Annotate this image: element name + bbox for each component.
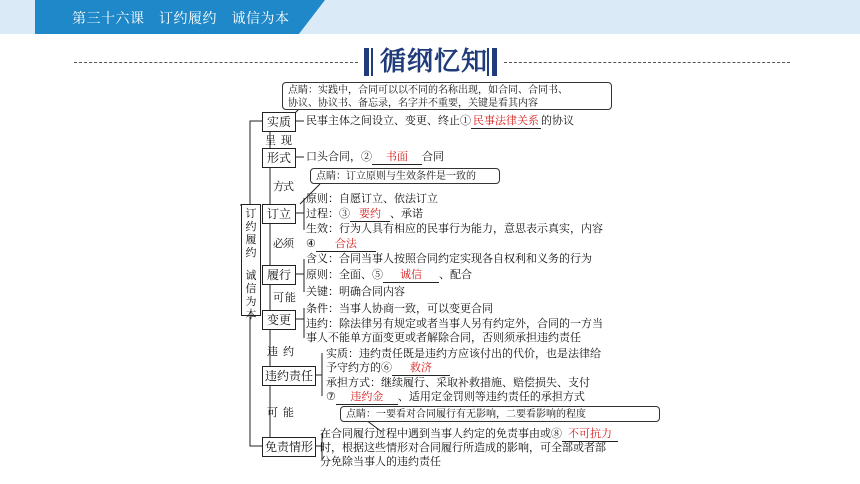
tip-note-impact: 点睛：一要看对合同履行有无影响，二要看影响的程度 bbox=[340, 406, 660, 422]
root-topic-bottom: 诚信为本 bbox=[245, 269, 257, 321]
answer-5: 诚信 bbox=[383, 268, 439, 283]
performance-key: 关键：明确合同内容 bbox=[306, 285, 405, 298]
connector-label: 方 bbox=[273, 180, 284, 193]
node-liability: 违约责任 bbox=[262, 366, 316, 386]
node-modification: 变更 bbox=[262, 310, 296, 330]
method-suffix: 、适用定金罚则等违约责任的承担方式 bbox=[397, 390, 585, 403]
answer-1: 民事法律关系 bbox=[473, 114, 539, 127]
essence-suffix: 的协议 bbox=[541, 114, 574, 127]
essence-prefix: 民事主体之间设立、变更、终止① bbox=[306, 114, 471, 127]
modification-breach-line2: 事人不能单方面变更或者解除合同，否则须承担违约责任 bbox=[306, 331, 581, 344]
exemption-prefix: 在合同履行过程中遇到当事人约定的免责事由或⑧ bbox=[320, 427, 562, 440]
modification-breach-line1: 违约：除法律另有规定或者当事人另有约定外，合同的一方当 bbox=[306, 317, 603, 330]
process-prefix: 过程：③ bbox=[306, 207, 350, 220]
connector-label: 可 bbox=[267, 406, 278, 419]
liability-essence-line2 bbox=[326, 361, 450, 376]
connector-label: 式 bbox=[283, 180, 294, 193]
conclusion-principle: 原则：自愿订立、依法订立 bbox=[306, 192, 438, 205]
number-7: ⑦ bbox=[326, 390, 336, 403]
node-exemption: 免责情形 bbox=[262, 437, 316, 457]
tip-note-contract-names bbox=[282, 82, 612, 110]
form-text bbox=[306, 150, 444, 165]
connector-label: 能 bbox=[283, 406, 294, 419]
essence-text bbox=[306, 114, 574, 129]
connector-label: 须 bbox=[283, 237, 294, 250]
tip-note-principles: 点睛：订立原则与生效条件是一致的 bbox=[310, 168, 500, 184]
liability-method-line1: 承担方式：继续履行、采取补救措施、赔偿损失、支付 bbox=[326, 376, 590, 389]
answer-8: 不可抗力 bbox=[562, 427, 618, 442]
principle-prefix: 原则：全面、⑤ bbox=[306, 268, 383, 281]
performance-principle bbox=[306, 268, 472, 283]
root-topic-box bbox=[241, 204, 261, 321]
principle-suffix: 、配合 bbox=[439, 268, 472, 281]
exemption-line2: 时，根据这些情形对合同履行所造成的影响，可全部或者部 bbox=[320, 441, 606, 454]
conclusion-effect: 生效：行为人具有相应的民事行为能力，意思表示真实，内容 bbox=[306, 222, 603, 235]
lesson-title: 第三十六课 订约履约 诚信为本 bbox=[72, 11, 290, 27]
form-suffix: 合同 bbox=[422, 150, 444, 163]
node-conclusion: 订立 bbox=[262, 204, 296, 224]
modification-condition: 条件：当事人协商一致，可以变更合同 bbox=[306, 302, 493, 315]
conclusion-process bbox=[306, 207, 423, 222]
conclusion-effect-cont bbox=[306, 237, 376, 252]
connector-label: 违 bbox=[267, 345, 278, 358]
answer-6: 救济 bbox=[392, 361, 450, 376]
connector-label: 呈 bbox=[265, 134, 276, 147]
liability-essence-line1: 实质：违约责任既是违约方应该付出的代价，也是法律给 bbox=[326, 347, 601, 360]
answer-4: 合法 bbox=[316, 237, 376, 252]
tip-note-line: 协议、协议书、备忘录，名字并不重要，关键是看其内容 bbox=[288, 98, 538, 109]
performance-meaning: 含义：合同当事人按照合同约定实现各自权利和义务的行为 bbox=[306, 252, 592, 265]
answer-7: 违约金 bbox=[336, 390, 398, 405]
process-suffix: 、承诺 bbox=[390, 207, 423, 220]
node-performance: 履行 bbox=[262, 265, 296, 285]
connector-label: 可 bbox=[273, 291, 284, 304]
exemption-line3: 分免除当事人的违约责任 bbox=[320, 455, 441, 468]
connector-label: 约 bbox=[283, 345, 294, 358]
answer-3: 要约 bbox=[350, 207, 390, 222]
form-prefix: 口头合同，② bbox=[306, 150, 372, 163]
answer-2: 书面 bbox=[372, 150, 422, 165]
essence2-prefix: 予守约方的⑥ bbox=[326, 361, 392, 374]
tip-note-line: 点睛：实践中，合同可以以不同的名称出现，如合同、合同书、 bbox=[288, 85, 568, 96]
node-essence: 实质 bbox=[262, 112, 296, 132]
connector-label: 现 bbox=[281, 134, 292, 147]
node-form: 形式 bbox=[262, 148, 296, 168]
root-topic-top: 订约履约 bbox=[245, 207, 257, 259]
exemption-line1 bbox=[320, 427, 618, 442]
number-4: ④ bbox=[306, 237, 316, 250]
connector-label: 能 bbox=[285, 291, 296, 304]
section-title: 循纲忆知 bbox=[380, 47, 489, 77]
connector-label: 必 bbox=[273, 237, 284, 250]
liability-method-line2 bbox=[326, 390, 585, 405]
